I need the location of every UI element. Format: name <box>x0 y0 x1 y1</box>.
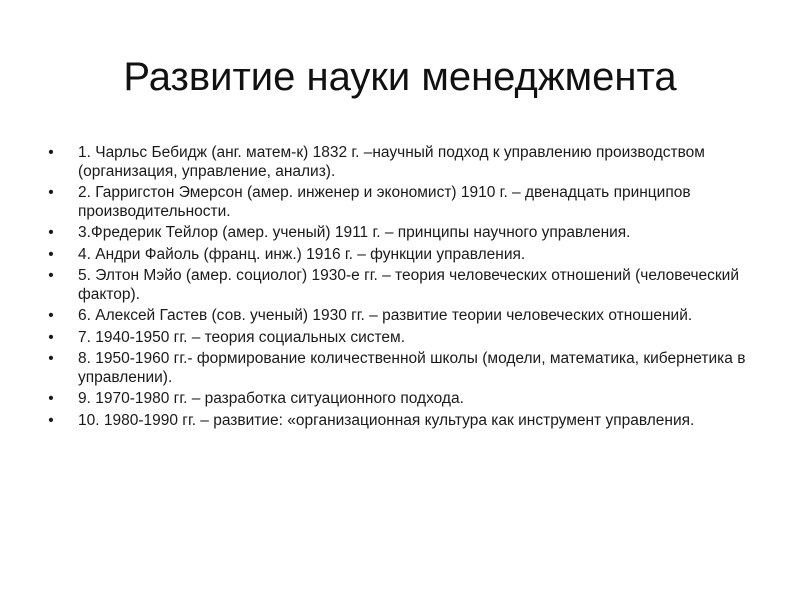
list-item <box>40 144 760 181</box>
list-item <box>40 184 760 221</box>
list-item-text: 5. Элтон Мэйо (амер. социолог) 1930-е гг. – теория человеческих отношений (человеческий фактор). <box>78 267 739 303</box>
bullet-icon: • <box>48 245 54 263</box>
bullet-icon: • <box>48 224 54 241</box>
list-item <box>40 246 760 265</box>
bullet-icon: • <box>48 307 54 324</box>
list-item <box>40 329 760 348</box>
list-item-text: 10. 1980-1990 гг. – развитие: «организационная культура как инструмент управления. <box>78 411 695 429</box>
list-item-text: 1. Чарльс Бебидж (анг. матем-к) 1832 г. –научный подход к управлению производством (организация, управление, анализ). <box>78 144 705 180</box>
bullet-list <box>40 144 760 433</box>
list-item <box>40 412 760 431</box>
list-item-text: 4. Андри Файоль (франц. инж.) 1916 г. – функции управления. <box>78 245 526 263</box>
list-item-text: 2. Гарригстон Эмерсон (амер. инженер и экономист) 1910 г. – двенадцать принципов производительности. <box>78 184 691 220</box>
list-item-text: 6. Алексей Гастев (сов. ученый) 1930 гг. – развитие теории человеческих отношений. <box>78 307 693 324</box>
bullet-icon: • <box>48 328 54 346</box>
slide-title: Развитие науки менеджмента <box>123 55 677 99</box>
bullet-icon: • <box>48 411 54 429</box>
list-item-text: 8. 1950-1960 гг.- формирование количественной школы (модели, математика, кибернетика в управлении). <box>78 350 746 386</box>
list-item <box>40 267 760 304</box>
list-item <box>40 390 760 409</box>
list-item <box>40 224 760 243</box>
bullet-icon: • <box>48 350 54 367</box>
bullet-icon: • <box>48 184 54 201</box>
bullet-icon: • <box>48 267 54 284</box>
list-item-text: 3.Фредерик Тейлор (амер. ученый) 1911 г. – принципы научного управления. <box>78 224 631 241</box>
bullet-icon: • <box>48 390 54 407</box>
list-item <box>40 307 760 326</box>
list-item <box>40 350 760 387</box>
list-item-text: 9. 1970-1980 гг. – разработка ситуационного подхода. <box>78 390 464 407</box>
list-item-text: 7. 1940-1950 гг. – теория социальных систем. <box>78 328 406 346</box>
bullet-icon: • <box>48 144 54 161</box>
